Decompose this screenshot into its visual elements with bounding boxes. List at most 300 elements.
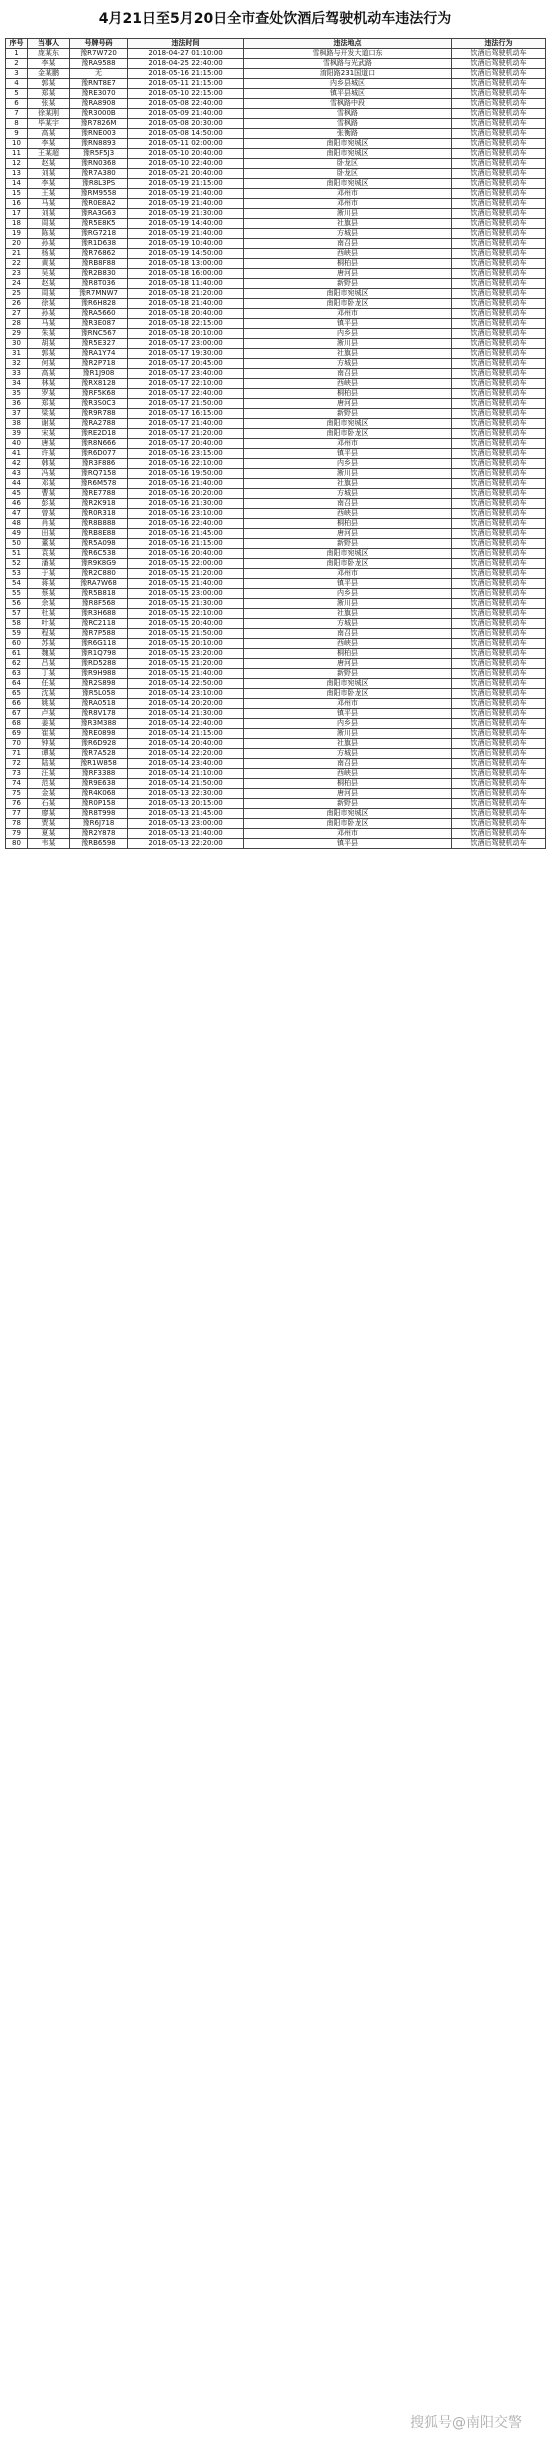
row-person: 张某 — [28, 99, 70, 109]
table-row — [6, 139, 546, 149]
row-person: 林某 — [28, 379, 70, 389]
row-time: 2018-05-14 21:15:00 — [128, 729, 244, 739]
violation-table — [5, 38, 546, 849]
row-location: 西峡县 — [244, 249, 452, 259]
row-person: 廖某 — [28, 809, 70, 819]
row-location: 南召县 — [244, 499, 452, 509]
row-violation: 饮酒后驾驶机动车 — [452, 569, 546, 579]
table-row — [6, 659, 546, 669]
row-violation: 饮酒后驾驶机动车 — [452, 79, 546, 89]
row-violation: 饮酒后驾驶机动车 — [452, 719, 546, 729]
row-person: 杨某 — [28, 249, 70, 259]
row-person: 周某 — [28, 219, 70, 229]
row-time: 2018-05-16 20:20:00 — [128, 489, 244, 499]
table-row — [6, 649, 546, 659]
row-index: 71 — [6, 749, 28, 759]
row-plate: 豫R2P718 — [70, 359, 128, 369]
row-person: 黄某 — [28, 259, 70, 269]
table-row — [6, 499, 546, 509]
row-index: 45 — [6, 489, 28, 499]
row-index: 17 — [6, 209, 28, 219]
header-violation: 违法行为 — [452, 39, 546, 49]
row-index: 63 — [6, 669, 28, 679]
row-location: 淅川县 — [244, 729, 452, 739]
row-location: 桐柏县 — [244, 779, 452, 789]
row-violation: 饮酒后驾驶机动车 — [452, 229, 546, 239]
row-time: 2018-05-10 22:15:00 — [128, 89, 244, 99]
row-person: 李某 — [28, 59, 70, 69]
row-person: 胡某 — [28, 339, 70, 349]
table-row — [6, 299, 546, 309]
row-time: 2018-05-19 21:40:00 — [128, 199, 244, 209]
row-index: 5 — [6, 89, 28, 99]
row-violation: 饮酒后驾驶机动车 — [452, 679, 546, 689]
row-location: 南召县 — [244, 759, 452, 769]
row-person: 刘某 — [28, 209, 70, 219]
row-plate: 豫RA7W68 — [70, 579, 128, 589]
table-row — [6, 519, 546, 529]
row-time: 2018-05-15 23:20:00 — [128, 649, 244, 659]
row-index: 57 — [6, 609, 28, 619]
row-person: 董某 — [28, 539, 70, 549]
row-plate: 豫R8T036 — [70, 279, 128, 289]
table-row — [6, 219, 546, 229]
row-location: 南阳市卧龙区 — [244, 819, 452, 829]
row-violation: 饮酒后驾驶机动车 — [452, 779, 546, 789]
row-person: 汪某 — [28, 769, 70, 779]
row-location: 南阳市宛城区 — [244, 179, 452, 189]
row-time: 2018-05-14 20:20:00 — [128, 699, 244, 709]
row-person: 孙某 — [28, 239, 70, 249]
row-plate: 豫RA5660 — [70, 309, 128, 319]
row-person: 高某 — [28, 369, 70, 379]
table-row — [6, 709, 546, 719]
header-index: 序号 — [6, 39, 28, 49]
row-location: 卧龙区 — [244, 169, 452, 179]
row-plate: 豫R0E8A2 — [70, 199, 128, 209]
row-person: 余某 — [28, 599, 70, 609]
row-plate: 豫RNC567 — [70, 329, 128, 339]
row-location: 唐河县 — [244, 789, 452, 799]
row-time: 2018-05-16 22:40:00 — [128, 519, 244, 529]
row-index: 53 — [6, 569, 28, 579]
row-index: 65 — [6, 689, 28, 699]
row-time: 2018-05-17 19:30:00 — [128, 349, 244, 359]
row-index: 59 — [6, 629, 28, 639]
row-time: 2018-05-15 21:50:00 — [128, 629, 244, 639]
row-violation: 饮酒后驾驶机动车 — [452, 309, 546, 319]
row-person: 邓某 — [28, 479, 70, 489]
row-violation: 饮酒后驾驶机动车 — [452, 509, 546, 519]
row-time: 2018-04-27 01:10:00 — [128, 49, 244, 59]
table-row — [6, 419, 546, 429]
row-plate: 豫R5L058 — [70, 689, 128, 699]
table-row — [6, 699, 546, 709]
row-time: 2018-05-13 21:40:00 — [128, 829, 244, 839]
table-row — [6, 789, 546, 799]
table-row — [6, 59, 546, 69]
row-location: 内乡县城区 — [244, 79, 452, 89]
row-index: 24 — [6, 279, 28, 289]
row-time: 2018-05-19 21:30:00 — [128, 209, 244, 219]
row-index: 21 — [6, 249, 28, 259]
row-violation: 饮酒后驾驶机动车 — [452, 639, 546, 649]
row-index: 36 — [6, 399, 28, 409]
row-index: 77 — [6, 809, 28, 819]
row-index: 49 — [6, 529, 28, 539]
row-index: 68 — [6, 719, 28, 729]
row-time: 2018-05-19 21:40:00 — [128, 189, 244, 199]
table-row — [6, 619, 546, 629]
row-plate: 无 — [70, 69, 128, 79]
row-plate: 豫R76862 — [70, 249, 128, 259]
row-index: 20 — [6, 239, 28, 249]
row-index: 10 — [6, 139, 28, 149]
row-plate: 豫R9K8G9 — [70, 559, 128, 569]
row-person: 赵某 — [28, 159, 70, 169]
row-time: 2018-05-17 22:10:00 — [128, 379, 244, 389]
row-index: 26 — [6, 299, 28, 309]
row-person: 何某 — [28, 359, 70, 369]
row-violation: 饮酒后驾驶机动车 — [452, 69, 546, 79]
row-plate: 豫R1W858 — [70, 759, 128, 769]
row-violation: 饮酒后驾驶机动车 — [452, 689, 546, 699]
row-location: 内乡县 — [244, 329, 452, 339]
row-plate: 豫R5E327 — [70, 339, 128, 349]
row-time: 2018-05-10 20:40:00 — [128, 149, 244, 159]
row-violation: 饮酒后驾驶机动车 — [452, 169, 546, 179]
row-person: 卢某 — [28, 709, 70, 719]
table-row — [6, 839, 546, 849]
row-location: 内乡县 — [244, 719, 452, 729]
row-plate: 豫R5A098 — [70, 539, 128, 549]
row-time: 2018-05-18 22:15:00 — [128, 319, 244, 329]
row-index: 48 — [6, 519, 28, 529]
row-person: 程某 — [28, 629, 70, 639]
row-time: 2018-05-13 22:20:00 — [128, 839, 244, 849]
row-time: 2018-05-13 22:30:00 — [128, 789, 244, 799]
row-violation: 饮酒后驾驶机动车 — [452, 369, 546, 379]
table-row — [6, 249, 546, 259]
row-violation: 饮酒后驾驶机动车 — [452, 399, 546, 409]
row-index: 3 — [6, 69, 28, 79]
row-index: 35 — [6, 389, 28, 399]
table-row — [6, 359, 546, 369]
row-violation: 饮酒后驾驶机动车 — [452, 739, 546, 749]
row-index: 64 — [6, 679, 28, 689]
row-plate: 豫R9R788 — [70, 409, 128, 419]
row-time: 2018-05-11 21:15:00 — [128, 79, 244, 89]
row-time: 2018-05-14 22:40:00 — [128, 719, 244, 729]
row-plate: 豫RE2D18 — [70, 429, 128, 439]
row-plate: 豫R4K068 — [70, 789, 128, 799]
row-person: 曾某 — [28, 509, 70, 519]
row-time: 2018-05-15 21:40:00 — [128, 669, 244, 679]
row-person: 谢某 — [28, 419, 70, 429]
row-person: 郑某 — [28, 89, 70, 99]
row-plate: 豫RD5288 — [70, 659, 128, 669]
table-row — [6, 149, 546, 159]
row-plate: 豫R5E8K5 — [70, 219, 128, 229]
table-row — [6, 769, 546, 779]
row-plate: 豫R7826M — [70, 119, 128, 129]
row-location: 唐河县 — [244, 659, 452, 669]
row-plate: 豫R8N666 — [70, 439, 128, 449]
row-time: 2018-05-17 20:40:00 — [128, 439, 244, 449]
row-plate: 豫R7W720 — [70, 49, 128, 59]
row-time: 2018-05-15 22:10:00 — [128, 609, 244, 619]
row-violation: 饮酒后驾驶机动车 — [452, 89, 546, 99]
table-row — [6, 279, 546, 289]
row-time: 2018-04-25 22:40:00 — [128, 59, 244, 69]
row-person: 高某 — [28, 129, 70, 139]
row-index: 73 — [6, 769, 28, 779]
row-person: 魏某 — [28, 649, 70, 659]
row-violation: 饮酒后驾驶机动车 — [452, 769, 546, 779]
row-person: 夏某 — [28, 829, 70, 839]
row-location: 南召县 — [244, 629, 452, 639]
row-location: 邓州市 — [244, 699, 452, 709]
row-index: 72 — [6, 759, 28, 769]
row-violation: 饮酒后驾驶机动车 — [452, 199, 546, 209]
row-plate: 豫R6G118 — [70, 639, 128, 649]
row-time: 2018-05-17 16:15:00 — [128, 409, 244, 419]
row-time: 2018-05-16 23:10:00 — [128, 509, 244, 519]
row-time: 2018-05-18 20:10:00 — [128, 329, 244, 339]
row-plate: 豫R6C538 — [70, 549, 128, 559]
row-location: 西峡县 — [244, 639, 452, 649]
row-violation: 饮酒后驾驶机动车 — [452, 49, 546, 59]
row-time: 2018-05-14 21:30:00 — [128, 709, 244, 719]
row-person: 宋某 — [28, 429, 70, 439]
row-plate: 豫R7MNW7 — [70, 289, 128, 299]
row-location: 南召县 — [244, 239, 452, 249]
row-violation: 饮酒后驾驶机动车 — [452, 539, 546, 549]
row-location: 淅川县 — [244, 339, 452, 349]
row-plate: 豫RA9588 — [70, 59, 128, 69]
row-index: 58 — [6, 619, 28, 629]
row-plate: 豫R7P588 — [70, 629, 128, 639]
row-location: 南阳市卧龙区 — [244, 559, 452, 569]
row-time: 2018-05-15 21:30:00 — [128, 599, 244, 609]
row-time: 2018-05-08 22:40:00 — [128, 99, 244, 109]
table-row — [6, 639, 546, 649]
row-time: 2018-05-14 21:50:00 — [128, 779, 244, 789]
table-row — [6, 179, 546, 189]
row-location: 镇平县 — [244, 319, 452, 329]
row-location: 唐河县 — [244, 529, 452, 539]
row-time: 2018-05-14 21:10:00 — [128, 769, 244, 779]
row-time: 2018-05-19 10:40:00 — [128, 239, 244, 249]
row-location: 淅川县 — [244, 469, 452, 479]
row-location: 桐柏县 — [244, 259, 452, 269]
row-violation: 饮酒后驾驶机动车 — [452, 109, 546, 119]
row-index: 27 — [6, 309, 28, 319]
row-time: 2018-05-16 21:40:00 — [128, 479, 244, 489]
row-plate: 豫R6D077 — [70, 449, 128, 459]
row-location: 唐河县 — [244, 269, 452, 279]
row-plate: 豫RB8F88 — [70, 259, 128, 269]
row-location: 方城县 — [244, 489, 452, 499]
table-row — [6, 489, 546, 499]
row-location: 镇平县 — [244, 579, 452, 589]
row-location: 内乡县 — [244, 459, 452, 469]
row-location: 方城县 — [244, 359, 452, 369]
row-violation: 饮酒后驾驶机动车 — [452, 389, 546, 399]
row-index: 79 — [6, 829, 28, 839]
row-location: 镇平县 — [244, 839, 452, 849]
row-person: 陆某 — [28, 759, 70, 769]
row-index: 50 — [6, 539, 28, 549]
row-time: 2018-05-17 23:40:00 — [128, 369, 244, 379]
row-plate: 豫RE3070 — [70, 89, 128, 99]
header-time: 违法时间 — [128, 39, 244, 49]
row-location: 方城县 — [244, 229, 452, 239]
row-violation: 饮酒后驾驶机动车 — [452, 119, 546, 129]
row-location: 方城县 — [244, 749, 452, 759]
row-person: 罗某 — [28, 389, 70, 399]
row-time: 2018-05-18 11:40:00 — [128, 279, 244, 289]
table-row — [6, 329, 546, 339]
row-time: 2018-05-21 20:40:00 — [128, 169, 244, 179]
table-row — [6, 199, 546, 209]
row-location: 内乡县 — [244, 589, 452, 599]
row-location: 南阳市宛城区 — [244, 149, 452, 159]
row-person: 石某 — [28, 799, 70, 809]
row-person: 沈某 — [28, 689, 70, 699]
row-person: 吕某 — [28, 659, 70, 669]
row-person: 孙某 — [28, 309, 70, 319]
row-location: 南阳市宛城区 — [244, 809, 452, 819]
table-row — [6, 369, 546, 379]
row-time: 2018-05-15 22:00:00 — [128, 559, 244, 569]
row-violation: 饮酒后驾驶机动车 — [452, 219, 546, 229]
table-row — [6, 439, 546, 449]
row-location: 淅川县 — [244, 599, 452, 609]
row-plate: 豫R0P158 — [70, 799, 128, 809]
row-person: 朱某 — [28, 329, 70, 339]
table-row — [6, 739, 546, 749]
row-violation: 饮酒后驾驶机动车 — [452, 349, 546, 359]
table-row — [6, 589, 546, 599]
row-violation: 饮酒后驾驶机动车 — [452, 359, 546, 369]
row-person: 郭某 — [28, 349, 70, 359]
row-person: 彭某 — [28, 499, 70, 509]
row-location: 社旗县 — [244, 609, 452, 619]
row-time: 2018-05-15 20:10:00 — [128, 639, 244, 649]
row-location: 西峡县 — [244, 769, 452, 779]
row-index: 75 — [6, 789, 28, 799]
row-violation: 饮酒后驾驶机动车 — [452, 319, 546, 329]
row-location: 邓州市 — [244, 829, 452, 839]
row-person: 叶某 — [28, 619, 70, 629]
row-location: 雪枫路 — [244, 119, 452, 129]
row-person: 许某 — [28, 449, 70, 459]
row-violation: 饮酒后驾驶机动车 — [452, 729, 546, 739]
row-violation: 饮酒后驾驶机动车 — [452, 799, 546, 809]
row-plate: 豫RQ7158 — [70, 469, 128, 479]
row-time: 2018-05-15 21:40:00 — [128, 579, 244, 589]
row-person: 庞某东 — [28, 49, 70, 59]
row-time: 2018-05-15 20:40:00 — [128, 619, 244, 629]
row-location: 新野县 — [244, 279, 452, 289]
table-row — [6, 159, 546, 169]
row-person: 田某 — [28, 529, 70, 539]
row-time: 2018-05-17 21:40:00 — [128, 419, 244, 429]
row-location: 南阳市卧龙区 — [244, 299, 452, 309]
row-index: 4 — [6, 79, 28, 89]
row-violation: 饮酒后驾驶机动车 — [452, 439, 546, 449]
table-row — [6, 379, 546, 389]
table-row — [6, 629, 546, 639]
table-row — [6, 399, 546, 409]
row-index: 34 — [6, 379, 28, 389]
row-violation: 饮酒后驾驶机动车 — [452, 819, 546, 829]
row-violation: 饮酒后驾驶机动车 — [452, 499, 546, 509]
table-row — [6, 69, 546, 79]
row-index: 33 — [6, 369, 28, 379]
row-index: 43 — [6, 469, 28, 479]
row-person: 范某 — [28, 779, 70, 789]
row-location: 淅川县 — [244, 209, 452, 219]
row-person: 丁某 — [28, 669, 70, 679]
row-plate: 豫R3H688 — [70, 609, 128, 619]
table-row — [6, 49, 546, 59]
row-index: 78 — [6, 819, 28, 829]
row-plate: 豫R1Q798 — [70, 649, 128, 659]
row-index: 11 — [6, 149, 28, 159]
row-location: 镇平县城区 — [244, 89, 452, 99]
row-plate: 豫RM9558 — [70, 189, 128, 199]
table-row — [6, 529, 546, 539]
row-time: 2018-05-17 21:50:00 — [128, 399, 244, 409]
row-plate: 豫RG7218 — [70, 229, 128, 239]
row-index: 40 — [6, 439, 28, 449]
row-violation: 饮酒后驾驶机动车 — [452, 429, 546, 439]
row-location: 桐柏县 — [244, 389, 452, 399]
row-location: 南阳市卧龙区 — [244, 689, 452, 699]
row-index: 61 — [6, 649, 28, 659]
row-violation: 饮酒后驾驶机动车 — [452, 659, 546, 669]
row-violation: 饮酒后驾驶机动车 — [452, 249, 546, 259]
row-violation: 饮酒后驾驶机动车 — [452, 469, 546, 479]
row-plate: 豫R8F568 — [70, 599, 128, 609]
header-person: 当事人 — [28, 39, 70, 49]
table-row — [6, 319, 546, 329]
row-location: 邓州市 — [244, 569, 452, 579]
row-violation: 饮酒后驾驶机动车 — [452, 699, 546, 709]
row-person: 任某 — [28, 679, 70, 689]
table-row — [6, 669, 546, 679]
row-person: 李某 — [28, 139, 70, 149]
row-location: 邓州市 — [244, 439, 452, 449]
row-plate: 豫R8V178 — [70, 709, 128, 719]
row-plate: 豫R6H828 — [70, 299, 128, 309]
row-location: 雪枫路与光武路 — [244, 59, 452, 69]
row-time: 2018-05-18 13:00:00 — [128, 259, 244, 269]
table-row — [6, 109, 546, 119]
row-index: 22 — [6, 259, 28, 269]
table-row — [6, 459, 546, 469]
row-time: 2018-05-16 21:15:00 — [128, 69, 244, 79]
row-violation: 饮酒后驾驶机动车 — [452, 289, 546, 299]
row-person: 李某 — [28, 179, 70, 189]
row-time: 2018-05-13 23:00:00 — [128, 819, 244, 829]
row-index: 70 — [6, 739, 28, 749]
row-person: 徐某刚 — [28, 109, 70, 119]
table-row — [6, 309, 546, 319]
row-person: 姜某 — [28, 719, 70, 729]
